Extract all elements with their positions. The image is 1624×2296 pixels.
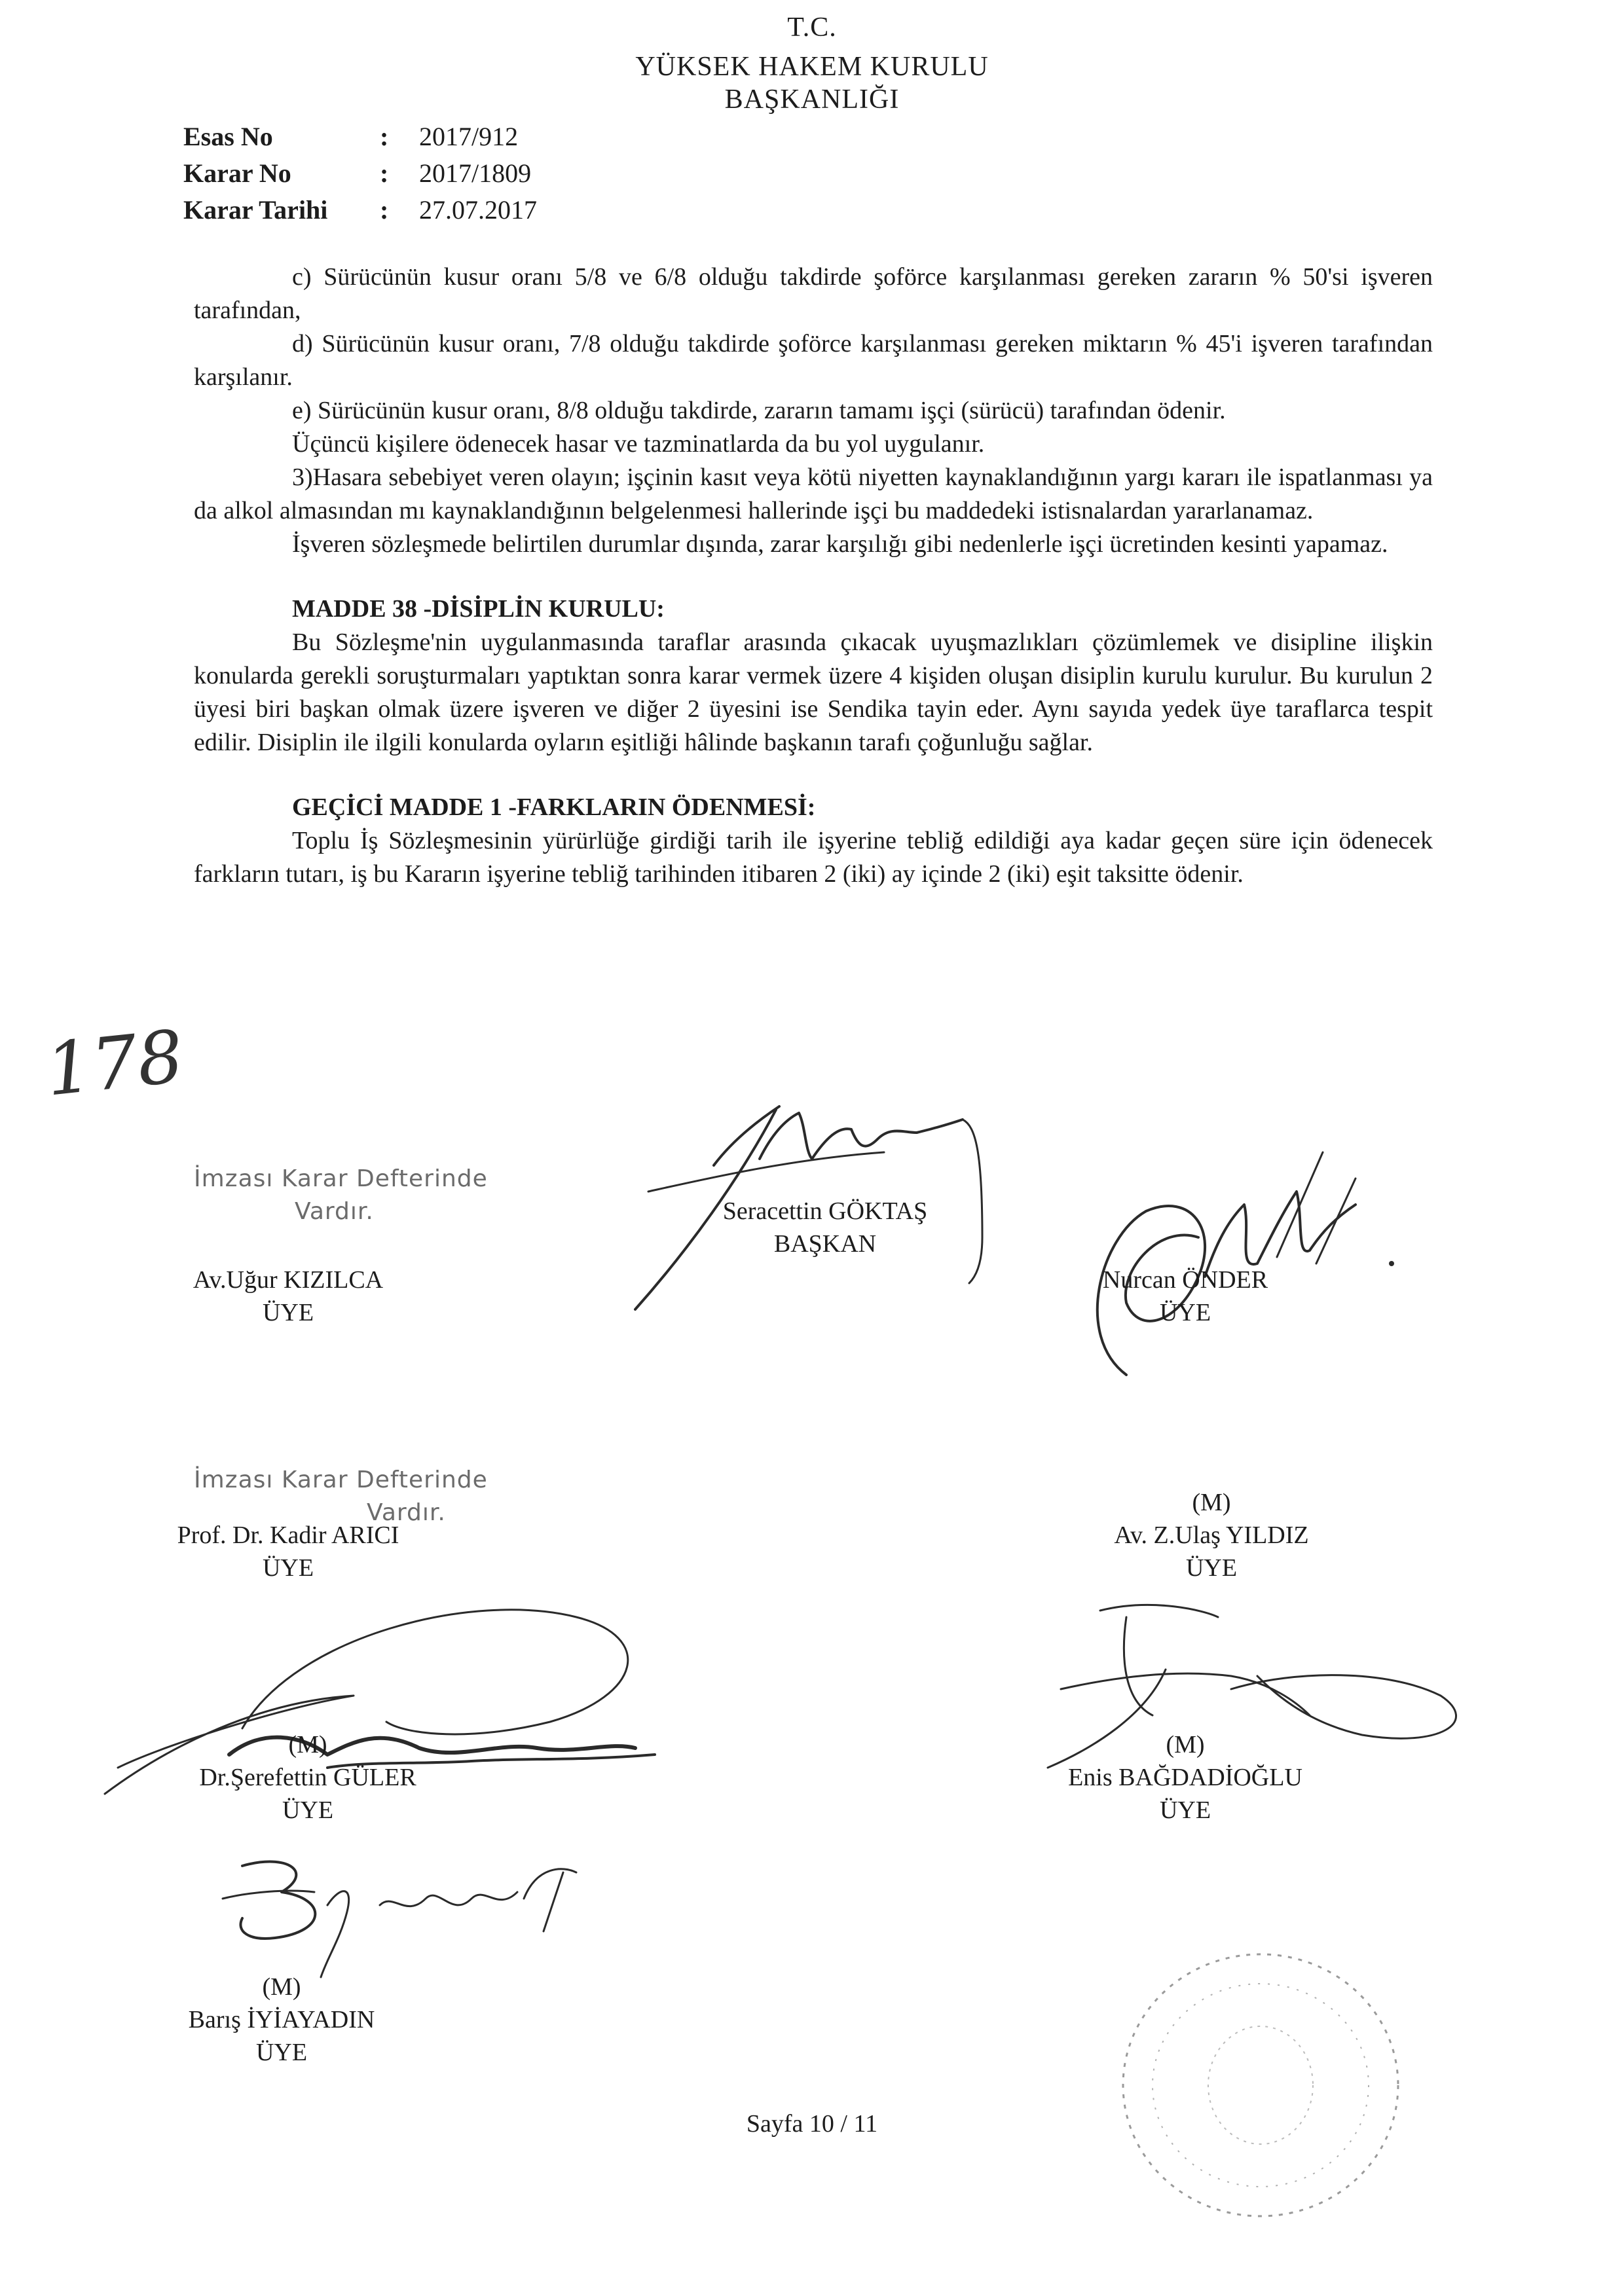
signature-book-stamp-1: İmzası Karar Defterinde bbox=[194, 1165, 488, 1192]
member-iyiayadin-mark: (M) bbox=[262, 1973, 301, 2001]
case-number: Esas No : 2017/912 bbox=[183, 120, 518, 153]
header-presidency: BAŞKANLIĞI bbox=[724, 84, 900, 115]
member-guler-mark: (M) bbox=[288, 1731, 327, 1758]
decision-number-value: 2017/1809 bbox=[419, 158, 532, 188]
margin-note: 178 bbox=[41, 1014, 188, 1112]
decision-number-label: Karar No bbox=[183, 158, 291, 188]
member-bagdadioglu-role: ÜYE bbox=[1159, 1796, 1211, 1824]
member-kizilca-role: ÜYE bbox=[262, 1299, 314, 1326]
member-guler-role: ÜYE bbox=[282, 1796, 334, 1824]
paragraph-employer-deduction: İşveren sözleşmede belirtilen durumlar dışında, zarar karşılığı gibi nedenlerle işçi ücretinden kesinti yapamaz. bbox=[292, 530, 1388, 558]
paragraph-3: 3)Hasara sebebiyet veren olayın; işçinin kasıt veya kötü niyetten kaynaklandığının yargı kararı ile ispatlanması ya da alkol almasından mı kaynaklandığının belgelenmesi hallerinde işçi bu maddedeki istisnalardan yararlanamaz. bbox=[194, 464, 1433, 524]
president-name: Seracettin GÖKTAŞ bbox=[722, 1197, 928, 1225]
signature-book-stamp-1-line2: Vardır. bbox=[295, 1198, 374, 1225]
signature-book-stamp-2: İmzası Karar Defterinde bbox=[194, 1467, 488, 1493]
member-onder-role: ÜYE bbox=[1159, 1299, 1211, 1326]
header-institution: YÜKSEK HAKEM KURULU bbox=[635, 52, 989, 82]
member-bagdadioglu-mark: (M) bbox=[1166, 1731, 1205, 1758]
paragraph-third-parties: Üçüncü kişilere ödenecek hasar ve tazminatlarda da bu yol uygulanır. bbox=[292, 430, 985, 458]
header-tc: T.C. bbox=[787, 12, 837, 43]
decision-date-value: 27.07.2017 bbox=[419, 195, 537, 225]
case-number-label: Esas No bbox=[183, 122, 273, 151]
document-body bbox=[194, 261, 1433, 891]
provisional-article-text: Toplu İş Sözleşmesinin yürürlüğe girdiği tarih ile işyerine tebliğ edildiği aya kadar geçen süre için ödenecek farkların tutarı, iş bu Kararın işyerine tebliğ tarihinden itibaren 2 (iki) ay içinde 2 (iki) eşit taksitte ödenir. bbox=[194, 827, 1433, 888]
member-iyiayadin-signature bbox=[196, 1827, 602, 1984]
article-38-text: Bu Sözleşme'nin uygulanmasında taraflar arasında çıkacak uyuşmazlıkları çözümlemek ve disipline ilişkin konularda gerekli soruşturmaları yaptıktan sonra karar vermek üzere 4 kişiden oluşan disiplin kurulu kurulur. Bu kurulun 2 üyesi biri başkan olmak üzere işveren ve diğer 2 üyesini ise Sendika tayin eder. Aynı sayıda yedek üye taraflarca tespit edilir. Disiplin ile ilgili konularda oyların eşitliği hâlinde başkanın tarafı çoğunluğu sağlar. bbox=[194, 629, 1433, 756]
paragraph-c: c) Sürücünün kusur oranı 5/8 ve 6/8 olduğu takdirde şoförce karşılanması gereken zararın % 50'si işveren tarafından, bbox=[194, 263, 1433, 324]
member-arici-role: ÜYE bbox=[262, 1554, 314, 1582]
member-onder-name: Nurcan ÖNDER bbox=[1102, 1266, 1268, 1294]
provisional-article-heading: GEÇİCİ MADDE 1 -FARKLARIN ÖDENMESİ: bbox=[292, 793, 816, 821]
member-yildiz-mark: (M) bbox=[1192, 1489, 1231, 1516]
member-yildiz-name: Av. Z.Ulaş YILDIZ bbox=[1114, 1522, 1309, 1549]
member-bagdadioglu-name: Enis BAĞDADİOĞLU bbox=[1068, 1764, 1302, 1791]
member-arici-name: Prof. Dr. Kadir ARICI bbox=[177, 1522, 399, 1549]
member-guler-name: Dr.Şerefettin GÜLER bbox=[199, 1764, 416, 1791]
paragraph-d: d) Sürücünün kusur oranı, 7/8 olduğu takdirde şoförce karşılanması gereken miktarın % 45'i işveren tarafından karşılanır. bbox=[194, 330, 1433, 391]
member-iyiayadin-name: Barış İYİAYADIN bbox=[188, 2006, 375, 2033]
article-38-heading: MADDE 38 -DİSİPLİN KURULU: bbox=[292, 595, 665, 623]
decision-date-label: Karar Tarihi bbox=[183, 195, 328, 225]
page-number: Sayfa 10 / 11 bbox=[746, 2110, 878, 2138]
member-kizilca-name: Av.Uğur KIZILCA bbox=[193, 1266, 384, 1294]
official-seal bbox=[1107, 1938, 1414, 2232]
member-yildiz-role: ÜYE bbox=[1185, 1554, 1238, 1582]
paragraph-e: e) Sürücünün kusur oranı, 8/8 olduğu takdirde, zararın tamamı işçi (sürücü) tarafından ödenir. bbox=[292, 397, 1226, 424]
signature-book-stamp-2-line2: Vardır. bbox=[367, 1499, 446, 1526]
decision-date: Karar Tarihi : 27.07.2017 bbox=[183, 194, 537, 227]
president-role: BAŞKAN bbox=[773, 1230, 877, 1258]
member-iyiayadin-role: ÜYE bbox=[255, 2039, 308, 2066]
decision-number: Karar No : 2017/1809 bbox=[183, 157, 531, 190]
case-number-value: 2017/912 bbox=[419, 122, 519, 151]
